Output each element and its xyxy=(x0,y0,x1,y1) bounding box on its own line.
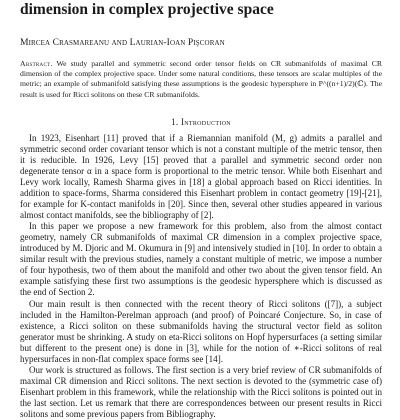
paragraph: Our main result is then connected with the recent theory of Ricci solitons ([7]), a subject included in the Hamilton-Perelman approach (and proof) of Poincaré Conjecture. So, in case of existence, a Ricci soliton on these submanifolds having the structural vector field as soliton generator must be shrinking. A study on eta-Ricci solitons on Hopf hypersurfaces (a setting similar but different to the present one) is done in [3], while for the notion of ∗-Ricci solitons of real hypersurfaces in non-flat complex space forms see [14]. xyxy=(20,298,382,364)
paragraph: In this paper we propose a new framework for this problem, also from the almost contact geometry, namely CR submanifolds of maximal CR dimension in a complex projective space, introduced by M. Djoric and M. Okumura in [9] and intensively studied in [10]. In order to obtain a similar result with the previous studies, namely a constant multiple of metric, we impose a number of four hypothesis, two of them about the manifold and other two about the given tensor field. An example satisfying these first two assumptions is the geodesic hypersphere which is discussed as the end of Section 2. xyxy=(20,221,382,298)
abstract xyxy=(20,59,382,100)
paper-title: dimension in complex projective space xyxy=(20,1,274,18)
paragraph: Our work is structured as follows. The first section is a very brief review of CR submanifolds of maximal CR dimension and Ricci solitons. The next section is devoted to the (symmetric case of) Eisenhart problem in this framework, while the relationship with the Ricci solitons is pointed out in the last section. Let us remark that there are correspondences between our present results in Ricci solitons and some previous papers from Bibliography. xyxy=(20,364,382,419)
paragraph: In 1923, Eisenhart [11] proved that if a Riemannian manifold (M, g) admits a parallel and symmetric second order covariant tensor which is not a constant multiple of the metric tensor, then it is reducible. In 1926, Levy [15] proved that a parallel and symmetric second order non degenerate tensor α in a space form is proportional to the metric tensor. While both Eisenhart and Levy work locally, Ramesh Sharma gives in [18] a global approach based on Ricci identities. In addition to space-forms, Sharma considered this Eisenhart problem in contact geometry [19]-[21], for example for K-contact manifolds in [20]. Since then, several other studies appeared in various almost contact manifolds, see the bibliography of [2]. xyxy=(20,132,382,221)
introduction-body xyxy=(20,133,382,420)
paper-authors: Mircea Crasmareanu and Laurian-Ioan Pişcoran xyxy=(20,37,225,48)
abstract-text: We study parallel and symmetric second order tensor fields on CR submanifolds of maximal CR dimension of the complex projective space. Under some natural conditions, these tensors are scalar multiples of the metric; an example of submanifold satisfying these assumptions is the geodesic hypersphere in P^((n+1)/2)(ℂ). The result is used for Ricci solitons on these CR submanifolds. xyxy=(20,59,382,99)
section-heading-introduction: 1. Introduction xyxy=(171,116,231,127)
abstract-label: Abstract. xyxy=(20,59,53,68)
